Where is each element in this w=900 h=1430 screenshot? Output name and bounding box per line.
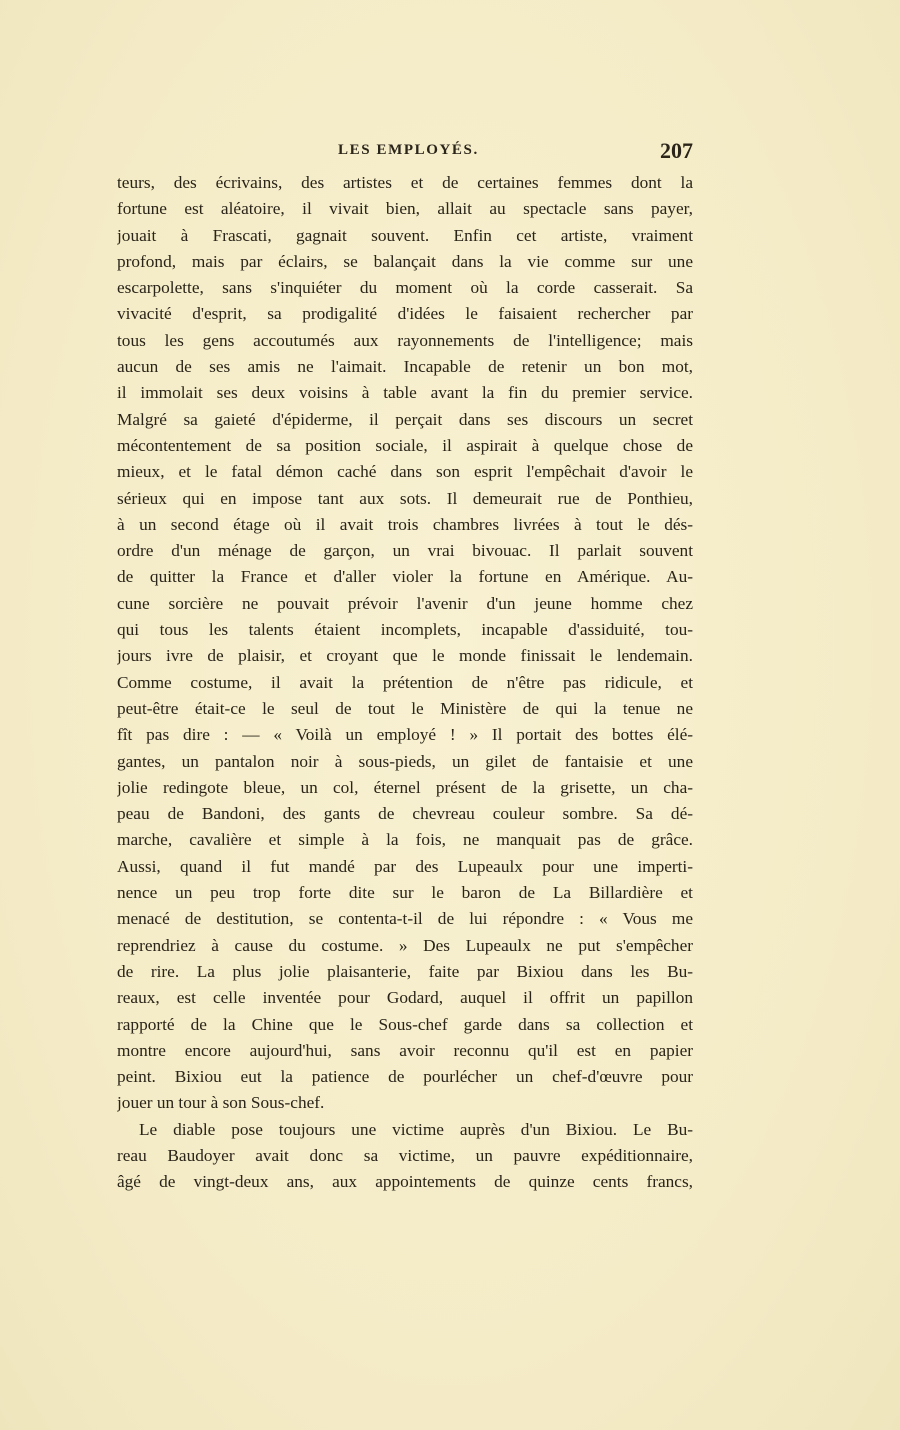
page-number: 207 xyxy=(660,138,693,163)
text-line: teurs, des écrivains, des artistes et de certaines femmes dont la xyxy=(117,173,693,192)
text-line: tous les gens accoutumés aux rayonnements de l'intelligence; mais xyxy=(117,330,693,350)
text-line: montre encore aujourd'hui, sans avoir reconnu qu'il est en papier xyxy=(117,1040,693,1060)
text-line: peut-être était-ce le seul de tout le Ministère de qui la tenue ne xyxy=(117,698,693,718)
text-line: Le diable pose toujours une victime auprès d'un Bixiou. Le Bu- xyxy=(139,1119,693,1139)
text-line: de rire. La plus jolie plaisanterie, faite par Bixiou dans les Bu- xyxy=(117,961,693,981)
text-line: rapporté de la Chine que le Sous-chef garde dans sa collection et xyxy=(117,1014,693,1034)
text-line: jouer un tour à son Sous-chef. xyxy=(117,1093,325,1113)
body-text xyxy=(117,170,693,1196)
text-line: de quitter la France et d'aller violer la fortune en Amérique. Au- xyxy=(117,567,693,587)
text-line: aucun de ses amis ne l'aimait. Incapable de retenir un bon mot, xyxy=(117,357,693,377)
text-line: reau Baudoyer avait donc sa victime, un pauvre expéditionnaire, xyxy=(117,1145,693,1165)
text-line: jours ivre de plaisir, et croyant que le monde finissait le lendemain. xyxy=(117,646,693,666)
text-line: mieux, et le fatal démon caché dans son esprit l'empêchait d'avoir le xyxy=(117,462,693,482)
text-line: vivacité d'esprit, sa prodigalité d'idées le faisaient rechercher par xyxy=(117,304,693,324)
text-line: peau de Bandoni, des gants de chevreau couleur sombre. Sa dé- xyxy=(117,804,693,824)
text-line: nence un peu trop forte dite sur le baron de La Billardière et xyxy=(117,883,693,903)
text-line: peint. Bixiou eut la patience de pourlécher un chef-d'œuvre pour xyxy=(117,1067,693,1087)
text-line: reprendriez à cause du costume. » Des Lupeaulx ne put s'empêcher xyxy=(117,935,693,955)
text-line: profond, mais par éclairs, se balançait dans la vie comme sur une xyxy=(117,251,693,271)
text-line: qui tous les talents étaient incomplets, incapable d'assiduité, tou- xyxy=(117,620,693,640)
text-line: jolie redingote bleue, un col, éternel présent de la grisette, un cha- xyxy=(117,777,693,797)
running-header xyxy=(117,138,693,164)
text-line: Aussi, quand il fut mandé par des Lupeaulx pour une imperti- xyxy=(117,856,693,876)
text-line: marche, cavalière et simple à la fois, ne manquait pas de grâce. xyxy=(117,830,693,850)
text-line: fortune est aléatoire, il vivait bien, allait au spectacle sans payer, xyxy=(117,199,693,219)
text-line: sérieux qui en impose tant aux sots. Il demeurait rue de Ponthieu, xyxy=(117,488,693,508)
text-line: il immolait ses deux voisins à table avant la fin du premier service. xyxy=(117,383,693,403)
text-line: ordre d'un ménage de garçon, un vrai bivouac. Il parlait souvent xyxy=(117,541,693,561)
text-line: jouait à Frascati, gagnait souvent. Enfin cet artiste, vraiment xyxy=(117,225,693,245)
text-line: mécontentement de sa position sociale, il aspirait à quelque chose de xyxy=(117,435,693,455)
text-line: âgé de vingt-deux ans, aux appointements de quinze cents francs, xyxy=(117,1172,693,1192)
text-line: menacé de destitution, se contenta-t-il de lui répondre : « Vous me xyxy=(117,909,693,929)
text-line: gantes, un pantalon noir à sous-pieds, un gilet de fantaisie et une xyxy=(117,751,693,771)
text-line: Malgré sa gaieté d'épiderme, il perçait dans ses discours un secret xyxy=(117,409,693,429)
text-line: à un second étage où il avait trois chambres livrées à tout le dés- xyxy=(117,514,693,534)
text-line: escarpolette, sans s'inquiéter du moment où la corde casserait. Sa xyxy=(117,278,693,298)
running-title: LES EMPLOYÉS. xyxy=(338,142,479,158)
text-line: cune sorcière ne pouvait prévoir l'avenir d'un jeune homme chez xyxy=(117,593,693,613)
text-line: reaux, est celle inventée pour Godard, auquel il offrit un papillon xyxy=(117,988,693,1008)
text-line: fît pas dire : — « Voilà un employé ! » Il portait des bottes élé- xyxy=(117,725,693,745)
text-line: Comme costume, il avait la prétention de n'être pas ridicule, et xyxy=(117,672,693,692)
